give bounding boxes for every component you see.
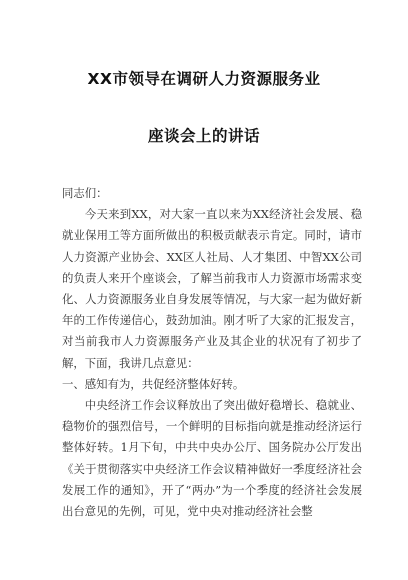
document-body <box>62 183 362 522</box>
document-title-line-1: XX市领导在调研人力资源服务业 <box>87 70 321 88</box>
section-heading-1: 一、感知有为，共促经济整体好转。 <box>62 376 245 391</box>
document-title-line-2: 座谈会上的讲话 <box>147 127 260 145</box>
salutation: 同志们： <box>62 186 108 200</box>
paragraph-1: 今天来到XX，对大家一直以来为XX经济社会发展、稳就业保用工等方面所做出的积极贡献表示肯定。同时，请市人力资源产业协会、XX区人社局、人才集团、中智XX公司的负责人来开个座谈会，了解当前我市人力资源市场需求变化、人力资源服务业自身发展等情况，与大家一起为做好新年的工作传递信心，鼓劲加油。刚才听了大家的汇报发言，对当前我市人力资源服务产业及其企业的状况有了初步了解，下面，我讲几点意见： <box>62 207 362 370</box>
paragraph-2: 中央经济工作会议释放出了突出做好稳增长、稳就业、稳物价的强烈信号，一个鲜明的目标指向就是推动经济运行整体好转。1月下旬，中共中央办公厅、国务院办公厅发出《关于贯彻落实中央经济工作会议精神做好一季度经济社会发展工作的通知》，开了“两办”为一个季度的经济社会发展出台意见的先例，可见，党中央对推动经济社会整 <box>62 398 362 519</box>
